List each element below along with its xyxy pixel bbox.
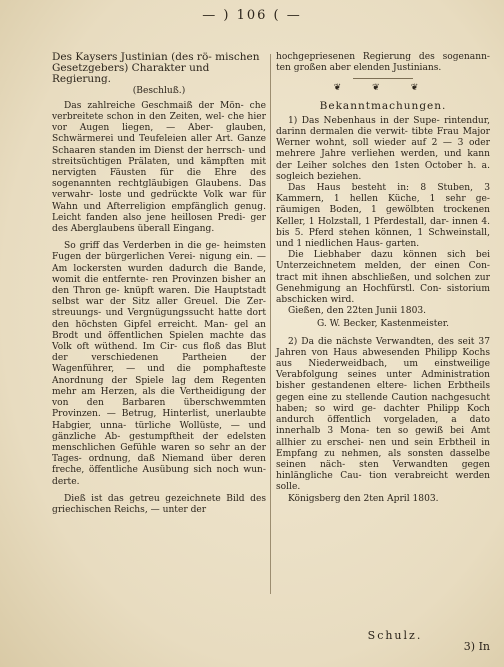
page-number: — ) 106 ( — xyxy=(202,8,302,23)
column-divider xyxy=(270,54,271,594)
article-closing-text: hochgepriesenen Regierung des sogenann- ten großen aber elenden Justinians. xyxy=(276,52,490,74)
announcement-2-signature: Schulz. xyxy=(367,629,423,642)
announcement-2-date: Königsberg den 2ten April 1803. xyxy=(288,493,439,504)
announcement-1-signature: G. W. Becker, Kastenmeister. xyxy=(316,319,450,330)
right-column xyxy=(276,52,490,505)
announcement-1-date: Gießen, den 22ten Junii 1803. xyxy=(288,306,427,317)
announcement-2-text: 2) Da die nächste Verwandten, des seit 37 Jahren von Haus abwesenden Philipp Kochs aus Niederweidbach, um einstweilige Verabfolgung seines unter Administration bisher gestandenen eltere- lichen Erbtheils gegen eine zu stellende Caution nachgesucht haben; so wird ge- dachter Philipp Koch andurch öffentlich vorgeladen, a dato innerhalb 3 Mona- ten so gewiß bei Amt allhier zu erschei- nen und sein Erbtheil in Empfang zu nehmen, als sonsten dasselbe seinen näch- sten Verwandten gegen hinlängliche Cau- tion verabreicht werden solle. xyxy=(276,336,490,493)
section-rule xyxy=(353,78,413,79)
article-continuation-note: (Beschluß.) xyxy=(132,85,186,96)
article-paragraph-2: So griff das Verderben in die ge- heimsten Fugen der bürgerlichen Verei- nigung ein. — Am lockersten wurden dadurch die Bande, womit die entfernte- ren Provinzen bisher an den Thron ge- knüpft waren. Die Hauptstadt selbst war der Sitz aller Greuel. Die Zer- streuungs- und Vergnügungssucht hatte dort den höchsten Gipfel erreicht. Man- gel an Brodt und öffentlichen Spielen machte das Volk oft wüthend. Im Cir- cus floß das Blut der verschiedenen Partheien der Wagenführer, — und die pomphafteste Anordnung der Spiele lag dem Regenten mehr am Herzen, als die Vertheidigung der von den Barbaren überschwemmten Provinzen. — Betrug, Hinterlist, unerlaubte Habgier, unna- türliche Wollüste, — und gänzliche Ab- gestumpftheit der edelsten menschlichen Gefühle waren so sehr an der Tages- ordnung, daß Niemand über deren freche, öffentliche Ausübung sich noch wun- derte. xyxy=(52,241,266,487)
page-footer xyxy=(300,630,490,652)
article-paragraph-1: Das zahlreiche Geschmaiß der Mön- che verbreitete schon in den Zeiten, wel- che hier vor Augen liegen, — Aber- glauben, Schwärmerei und Teufeleien aller Art. Ganze Schaaren standen im Dienst der herrsch- und streitsüchtigen Prälaten, und kämpften mit nervigten Fäusten für die Ehre des sogenannten rechtgläubigen Glaubens. Das verwahr- loste und gedrückte Volk war für Wahn und Afterreligion empfänglich genug. Leicht fanden also jene heillosen Predi- ger des Aberglaubens überall Eingang. xyxy=(52,100,266,235)
announcement-1-house-details: Das Haus besteht in: 8 Stuben, 3 Kammern, 1 hellen Küche, 1 sehr ge- räumigen Boden, 1 gewölbten trockenen Keller, 1 Holzstall, 1 Pferdestall, dar- innen 4. bis 5. Pferd stehen können, 1 Schweinstall, und 1 niedlichen Haus- garten. xyxy=(276,183,490,250)
announcements-heading: Bekanntmachungen. xyxy=(319,99,447,112)
announcement-1-contact: Die Liebhaber dazu können sich bei Unterzeichnetem melden, der einen Con- tract mit ihnen abschließen, und solchen zur Genehmigung an Hochfürstl. Con- sistorium abschicken wird. xyxy=(276,250,490,306)
announcement-1-text: 1) Das Nebenhaus in der Supe- rintendur, darinn dermalen die verwit- tibte Frau Major Werner wohnt, soll wieder auf 2 — 3 oder mehrere Jahre verliehen werden, und kann der Leiher solches den 1sten October h. a. sogleich beziehen. xyxy=(276,115,490,182)
ornament-row: ❦ ❦ ❦ xyxy=(333,83,433,94)
article-paragraph-3: Dieß ist das getreu gezeichnete Bild des griechischen Reichs, — unter der xyxy=(52,493,266,515)
left-column xyxy=(52,52,266,516)
catchword: 3) In xyxy=(463,640,490,654)
article-title: Des Kaysers Justinian (des rö- mischen Gesetzgebers) Charakter und Regierung. xyxy=(52,51,260,86)
